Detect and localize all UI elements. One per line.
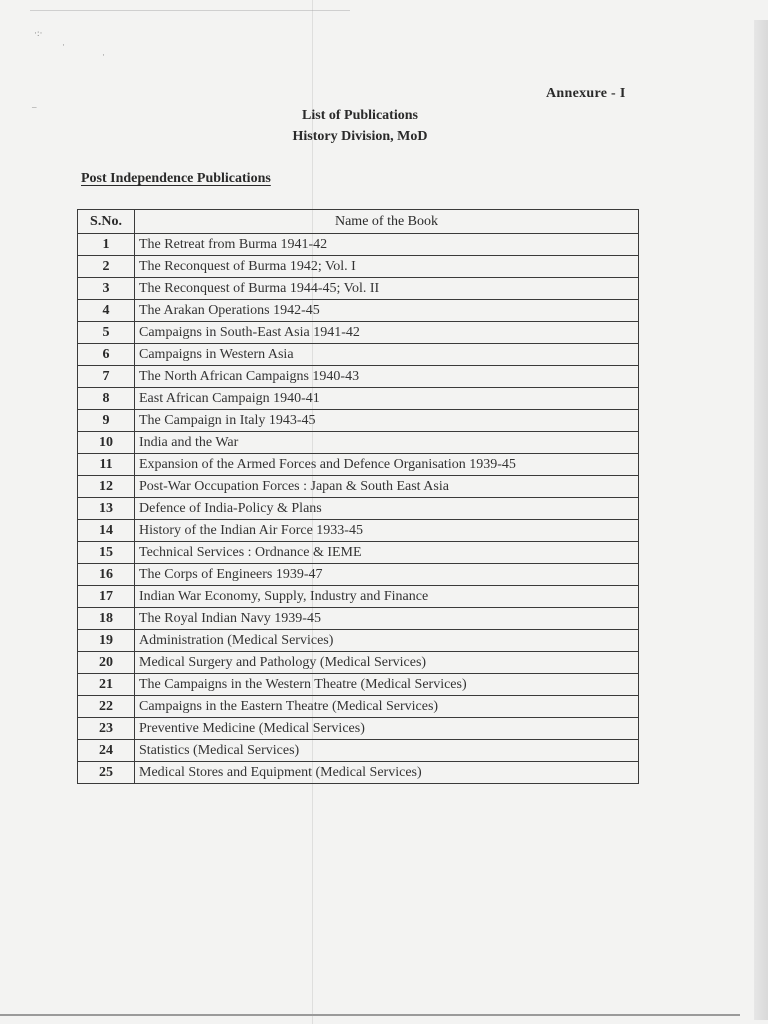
row-book-name: The Corps of Engineers 1939-47 [135,564,639,586]
row-sno: 21 [78,674,135,696]
row-sno: 8 [78,388,135,410]
row-book-name: Administration (Medical Services) [135,630,639,652]
row-sno: 25 [78,762,135,784]
table-row [78,498,639,520]
row-book-name: Post-War Occupation Forces : Japan & South East Asia [135,476,639,498]
row-sno: 9 [78,410,135,432]
table-row [78,410,639,432]
row-sno: 2 [78,256,135,278]
row-book-name: Preventive Medicine (Medical Services) [135,718,639,740]
row-sno: 10 [78,432,135,454]
row-book-name: The Reconquest of Burma 1942; Vol. I [135,256,639,278]
row-book-name: Indian War Economy, Supply, Industry and Finance [135,586,639,608]
table-header-row [78,210,639,234]
table-row [78,388,639,410]
table-row [78,740,639,762]
row-sno: 19 [78,630,135,652]
column-header-sno: S.No. [78,210,135,234]
row-book-name: The Campaign in Italy 1943-45 [135,410,639,432]
row-sno: 18 [78,608,135,630]
row-sno: 1 [78,234,135,256]
page-title: List of Publications [302,108,418,123]
table-row [78,520,639,542]
table-row [78,366,639,388]
scan-edge-right [754,20,768,1020]
row-book-name: Expansion of the Armed Forces and Defence Organisation 1939-45 [135,454,639,476]
row-book-name: The Retreat from Burma 1941-42 [135,234,639,256]
table-row [78,564,639,586]
table-row [78,278,639,300]
scan-edge-top [30,0,350,11]
row-sno: 20 [78,652,135,674]
scan-edge-bottom [0,1014,740,1016]
row-book-name: East African Campaign 1940-41 [135,388,639,410]
publications-table [77,209,639,784]
row-book-name: Campaigns in the Eastern Theatre (Medical Services) [135,696,639,718]
scan-speck: – [32,102,37,112]
row-book-name: The Royal Indian Navy 1939-45 [135,608,639,630]
row-book-name: History of the Indian Air Force 1933-45 [135,520,639,542]
row-sno: 3 [78,278,135,300]
row-sno: 12 [78,476,135,498]
table-row [78,542,639,564]
section-heading: Post Independence Publications [81,171,271,186]
row-sno: 23 [78,718,135,740]
row-book-name: The Reconquest of Burma 1944-45; Vol. II [135,278,639,300]
row-sno: 17 [78,586,135,608]
row-book-name: The North African Campaigns 1940-43 [135,366,639,388]
row-book-name: Technical Services : Ordnance & IEME [135,542,639,564]
row-sno: 13 [78,498,135,520]
row-book-name: Medical Stores and Equipment (Medical Services) [135,762,639,784]
table-row [78,256,639,278]
row-book-name: Defence of India-Policy & Plans [135,498,639,520]
table-row [78,608,639,630]
row-sno: 16 [78,564,135,586]
row-sno: 22 [78,696,135,718]
table-row [78,322,639,344]
row-sno: 5 [78,322,135,344]
row-book-name: India and the War [135,432,639,454]
table-row [78,630,639,652]
table-row [78,234,639,256]
row-sno: 7 [78,366,135,388]
row-book-name: The Campaigns in the Western Theatre (Medical Services) [135,674,639,696]
scan-speck: ·:· [34,28,43,38]
table-row [78,696,639,718]
table-row [78,476,639,498]
table-row [78,718,639,740]
row-sno: 14 [78,520,135,542]
table-row [78,454,639,476]
row-book-name: Medical Surgery and Pathology (Medical Services) [135,652,639,674]
table-row [78,652,639,674]
row-sno: 15 [78,542,135,564]
page-subtitle: History Division, MoD [292,129,428,144]
table-row [78,344,639,366]
row-book-name: Statistics (Medical Services) [135,740,639,762]
table-row [78,762,639,784]
row-book-name: Campaigns in South-East Asia 1941-42 [135,322,639,344]
row-sno: 4 [78,300,135,322]
row-sno: 11 [78,454,135,476]
annexure-label: Annexure - I [546,86,626,101]
row-book-name: Campaigns in Western Asia [135,344,639,366]
table-row [78,300,639,322]
row-book-name: The Arakan Operations 1942-45 [135,300,639,322]
column-header-name: Name of the Book [135,210,639,234]
scan-speck: · [62,40,65,50]
scan-speck: · [102,50,105,60]
row-sno: 6 [78,344,135,366]
table-row [78,674,639,696]
table-row [78,432,639,454]
table-row [78,586,639,608]
row-sno: 24 [78,740,135,762]
